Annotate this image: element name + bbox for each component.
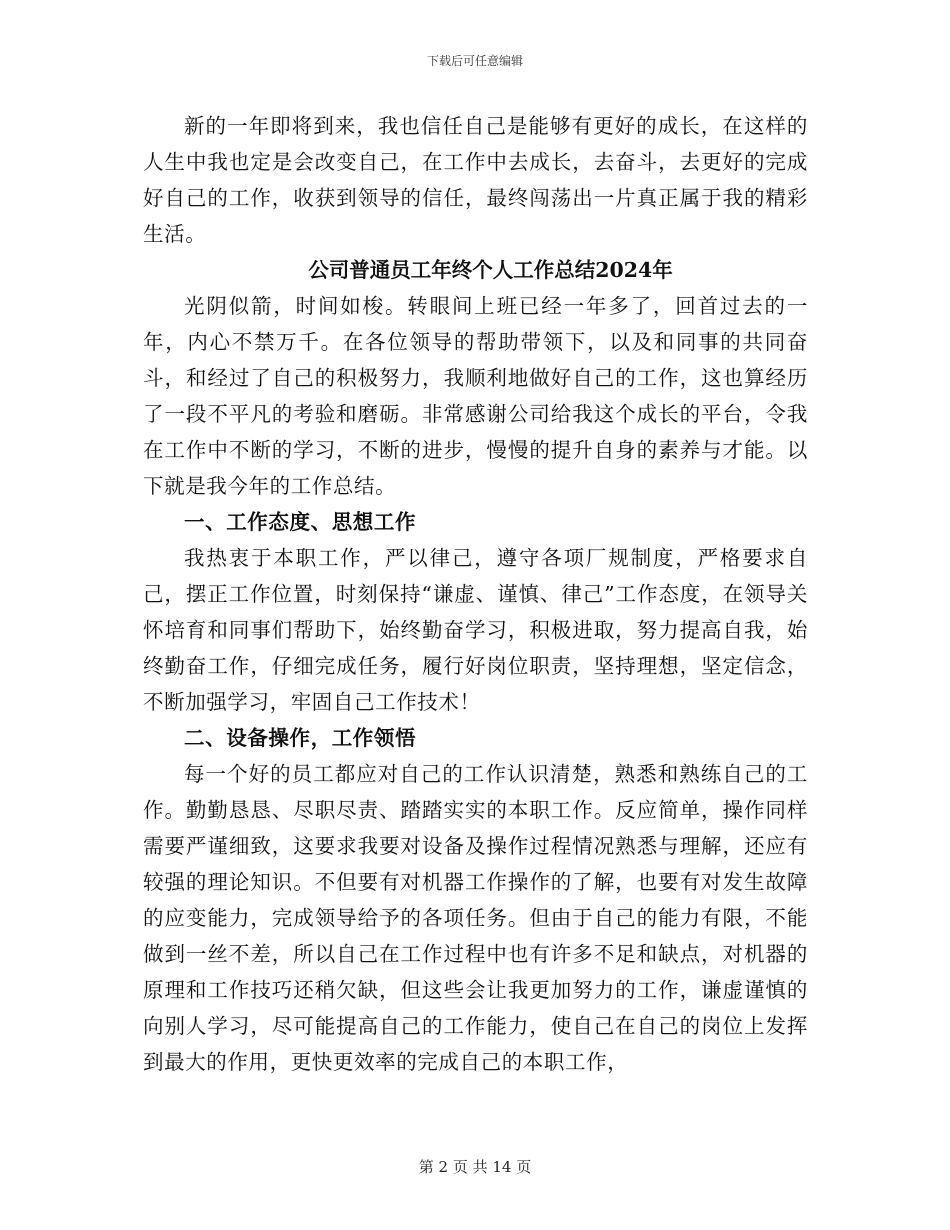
document-body [143,108,808,1080]
intro-paragraph: 新的一年即将到来，我也信任自己是能够有更好的成长，在这样的人生中我也定是会改变自己，在工作中去成长，去奋斗，去更好的完成好自己的工作，收获到领导的信任，最终闯荡出一片真正属于我的精彩生活。 [143,114,808,246]
page-header: 下载后可任意编辑 [426,54,523,68]
body-paragraph-2: 我热衷于本职工作，严以律己，遵守各项厂规制度，严格要求自己，摆正工作位置，时刻保持“谦虚、谨慎、律己”工作态度，在领导关怀培育和同事们帮助下，始终勤奋学习，积极进取，努力提高自我，始终勤奋工作，仔细完成任务，履行好岗位职责，坚持理想，坚定信念，不断加强学习，牢固自己工作技术！ [143,546,808,714]
body-paragraph-3: 每一个好的员工都应对自己的工作认识清楚，熟悉和熟练自己的工作。勤勤恳恳、尽职尽责、踏踏实实的本职工作。反应简单，操作同样需要严谨细致，这要求我要对设备及操作过程情况熟悉与理解，还应有较强的理论知识。不但要有对机器工作操作的了解，也要有对发生故障的应变能力，完成领导给予的各项任务。但由于自己的能力有限，不能做到一丝不差，所以自己在工作过程中也有许多不足和缺点，对机器的原理和工作技巧还稍欠缺，但这些会让我更加努力的工作，谦虚谨慎的向别人学习，尽可能提高自己的工作能力，使自己在自己的岗位上发挥到最大的作用，更快更效率的完成自己的本职工作， [143,762,808,1074]
document-title: 公司普通员工年终个人工作总结2024年 [308,258,673,282]
section-heading-2: 二、设备操作，工作领悟 [184,726,417,750]
page-footer: 第 2 页 共 14 页 [418,1158,532,1176]
section-heading-1: 一、工作态度、思想工作 [184,510,417,534]
body-paragraph-1: 光阴似箭，时间如梭。转眼间上班已经一年多了，回首过去的一年，内心不禁万千。在各位领导的帮助带领下，以及和同事的共同奋斗，和经过了自己的积极努力，我顺利地做好自己的工作，这也算经历了一段不平凡的考验和磨砺。非常感谢公司给我这个成长的平台，令我在工作中不断的学习，不断的进步，慢慢的提升自身的素养与才能。以下就是我今年的工作总结。 [143,294,808,498]
